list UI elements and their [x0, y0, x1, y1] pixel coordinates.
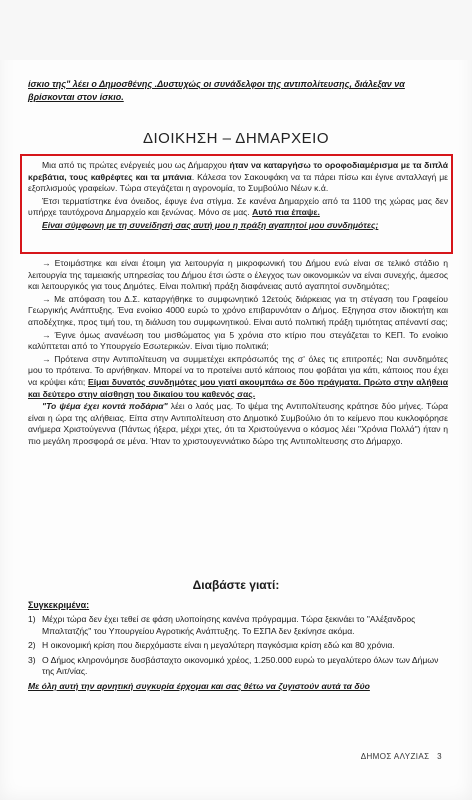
text-run: Έτσι τερματίστηκε ένα όνειδος, έφυγε ένα στίγμα. Σε κανένα Δημαρχείο από τα 1100 της χώρας μας δεν υπήρχε ταυτόχρονα Δημαρχείο και ξενώνας. Μόνο σε μας. [28, 195, 448, 218]
list-item [28, 640, 448, 652]
box-paragraph-2 [28, 196, 448, 219]
page-footer [361, 752, 442, 761]
paragraph-a [28, 258, 448, 293]
box-question: Είναι σύμφωνη με τη συνείδησή σας αυτή μου η πράξη αγαπητοί μου συνδημότες; [42, 219, 379, 230]
bold-run: ήταν να καταργήσω το οροφοδιαμέρισμα με τα διπλά κρεβάτια, τους καθρέφτες και τα μπάνια [28, 160, 448, 182]
text-run: Πρότεινα στην Αντιπολίτευση να συμμετέχει εκπρόσωπός της σ' όλες τις επιτροπές; Ναι συνδημότες μου το πρότεινα. Το αρνήθηκαν. Μπορεί να το προτείνει αυτό κάποιος που φοβάται για κάτι, κάποιος που έχει να κρύψει κάτι; [28, 353, 448, 387]
paragraph-e [28, 401, 448, 447]
list-number: 3) [28, 654, 36, 665]
page-number: 3 [437, 752, 442, 761]
text-run: Με απόφαση του Δ.Σ. καταργήθηκε το συμφωνητικό 12ετούς διάρκειας για τη στέγαση του Γραφείου Γεωργικής Ανάπτυξης. Ένα ενοίκιο 4000 ευρώ το χρόνο επιβαρυνόταν ο Δήμος. Εξηγησα στον ιδιοκτήτη και αποδέχτηκε, προς τιμή του, τη διάλυση του συμφωνητικού. Είναι αυτό πολιτική πράξη τιμιότητας απέναντί σας; [28, 293, 448, 327]
list-number: 1) [28, 614, 36, 624]
paragraph-d [28, 354, 448, 400]
right-arrow-icon: → [42, 329, 55, 340]
paragraph-c [28, 330, 448, 353]
right-arrow-icon: → [42, 293, 55, 304]
list-text: Μέχρι τώρα δεν έχει τεθεί σε φάση υλοποίησης κανένα πρόγραμμα. Τώρα ξεκινάει το "Αλέξανδρος Μπαλτατζής" του Υπουργείου Αγροτικής Ανάπτυξης. Το ΕΣΠΑ δεν ξεκίνησε ακόμα. [42, 614, 416, 636]
bold-underlined-run: Αυτό πια έπαψε. [252, 207, 320, 218]
text-run: λέει ο λαός μας. Το ψέμα της Αντιπολίτευσης κράτησε δύο μήνες. Τώρα είναι η ώρα της αλήθειας. Είπα στην Αντιπολίτευση στο Δημοτικό Συμβούλιο ότι το κείμενο που κυκλοφόρησε ανήμερα Χριστούγεννα (Πάντως ήξερα, μέχρι χτες, ότι τα Χριστούγεννα ο κόσμος λέει "Χρόνια Πολλά") ήταν η πιο μεγάλη προσφορά σε μένα. Ήταν το χριστουγεννιάτικο δώρο της Αντιπολίτευσης στο Δήμαρχο. [28, 401, 448, 446]
text-run: Μια από τις πρώτες ενέργειές μου ως Δήμαρχου [42, 160, 230, 170]
highlighted-section [28, 160, 448, 233]
list-text: Ο Δήμος κληρονόμησε δυσβάσταχτο οικονομικό χρέος, 1.250.000 ευρώ το μεγαλύτερο όλων των Δήμων της Αιτ/νίας. [42, 654, 439, 677]
subheading: Διαβάστε γιατί: [192, 578, 280, 592]
list-text: Η οικονομική κρίση που διερχόμαστε είναι η μεγαλύτερη παγκόσμια κρίση εδώ και 80 χρόνια. [42, 640, 395, 651]
intro-paragraph: ίσκιο της" λέει ο Δημοσθένης .Δυστυχώς οι συνάδελφοι της αντιπολίτευσης, διάλεξαν να βρίσκονται στον ίσκιο. [28, 79, 405, 102]
specifically-label: Συγκεκριμένα: [28, 600, 90, 610]
list-number: 2) [28, 640, 36, 651]
main-body [28, 258, 448, 449]
text-run: . Κάλεσα τον Σακουφάκη να τα πάρει πίσω και έγινε ανταλλαγή με εξοπλισμούς γραφείων. Τώρα στεγάζεται η αγρονομία, το Συμβούλιο Νέων κ.ά. [28, 171, 448, 194]
closing-line: Με όλη αυτή την αρνητική συγκυρία έρχομαι και σας θέτω να ζυγιστούν αυτά τα δύο [28, 680, 370, 691]
list-item [28, 655, 448, 678]
footer-label: ΔΗΜΟΣ ΑΛΥΖΙΑΣ [360, 752, 430, 761]
numbered-list [28, 614, 448, 696]
text-run: Ετοιμάστηκε και είναι έτοιμη για λειτουργία η μικροφωνική του Δήμου ενώ είναι σε τελικό στάδιο η λειτουργία της ταμειακής υπηρεσίας του Δήμου έτσι ώστε ο έλεγχος των οικονομικών να είναι συνεχής, άμεσος και λειτουργικός για τους Δημότες. Είναι πολιτική πράξη διαφάνειας αυτό αγαπητοί συνδημότες; [28, 258, 448, 292]
right-arrow-icon: → [42, 353, 55, 364]
text-run: Έγινε όμως ανανέωση του μισθώματος για 5 χρόνια στο κτίριο που στεγάζεται το ΚΕΠ. Το ενοίκιο καλύπτεται από το Υπουργείο Εσωτερικών. Είναι τίμιο πολιτικά; [28, 329, 449, 352]
top-margin [0, 0, 472, 60]
bold-underlined-run: Είμαι δυνατός συνδημότες μου γιατί ακουμπάω σε δύο πράγματα. Πρώτο στην αλήθεια και δεύτερο στην αίσθηση του δικαίου του καθενός σας. [28, 376, 448, 399]
right-arrow-icon: → [42, 258, 55, 268]
list-item [28, 614, 448, 637]
section-title: ΔΙΟΙΚΗΣΗ – ΔΗΜΑΡΧΕΙΟ [142, 130, 329, 147]
paragraph-b [28, 294, 448, 329]
italic-bold-run: "Το ψέμα έχει κοντά ποδάρια" [42, 401, 168, 412]
box-paragraph-1 [28, 160, 448, 195]
